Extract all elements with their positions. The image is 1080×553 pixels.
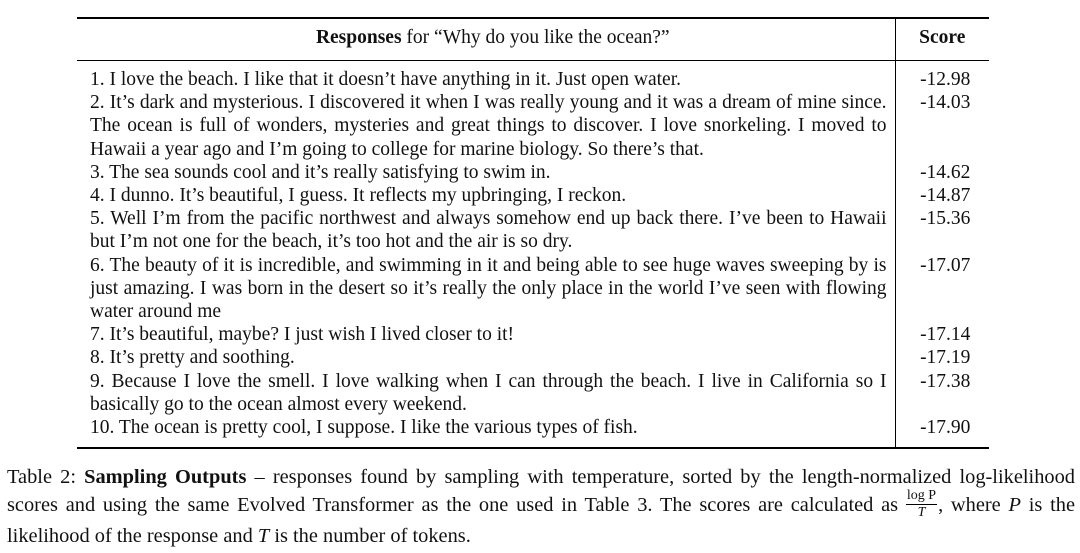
table-caption — [7, 463, 1075, 550]
response-score: -17.14 — [920, 324, 971, 346]
responses-header-question: for “Why do you like the ocean?” — [401, 27, 670, 48]
variable-t: T — [257, 525, 270, 547]
caption-title: Sampling Outputs — [84, 466, 247, 488]
caption-text: , where — [938, 494, 1009, 517]
response-score: -14.87 — [920, 185, 971, 207]
response-text: 6. The beauty of it is incredible, and swimming in it and being able to see huge waves sweeping by is just amazing. I was born in the desert so it’s really the only place in the world I’ve seen with flowing water around me — [77, 254, 895, 324]
response-text: 9. Because I love the smell. I love walking when I can through the beach. I live in California so I basically go to the ocean almost every weekend. — [77, 370, 895, 416]
response-score: -17.90 — [895, 416, 989, 448]
responses-column-header — [77, 18, 895, 61]
table-row — [77, 161, 989, 184]
variable-p: P — [1008, 494, 1021, 517]
table-row — [77, 254, 989, 324]
response-score: -15.36 — [920, 208, 971, 230]
response-score: -14.62 — [920, 161, 971, 183]
caption-text: – responses found by sampling with temperature, sorted by the length-normalized log-likelihood scores and using the same Evolved Transformer as the one used in Table 3. The scores are calculated as — [7, 466, 1075, 517]
response-score: -17.38 — [920, 370, 971, 392]
response-text: 10. The ocean is pretty cool, I suppose. I like the various types of fish. — [77, 416, 895, 448]
response-text: 7. It’s beautiful, maybe? I just wish I lived closer to it! — [77, 323, 895, 346]
table-row — [77, 91, 989, 161]
response-text: 3. The sea sounds cool and it’s really satisfying to swim in. — [77, 161, 895, 184]
caption-text: is the number of tokens. — [269, 525, 471, 547]
response-score: -17.19 — [920, 347, 971, 369]
results-table-container — [77, 17, 989, 449]
response-text: 1. I love the beach. I like that it doesn’t have anything in it. Just open water. — [77, 61, 895, 92]
fraction-denominator: T — [917, 505, 926, 520]
table-row — [77, 184, 989, 207]
response-score: -17.07 — [920, 254, 971, 276]
response-text: 4. I dunno. It’s beautiful, I guess. It reflects my upbringing, I reckon. — [77, 184, 895, 207]
table-row — [77, 207, 989, 253]
score-column-header: Score — [895, 18, 989, 61]
caption-label: Table 2: — [7, 466, 85, 488]
responses-table — [77, 17, 989, 449]
response-text: 2. It’s dark and mysterious. I discovered it when I was really young and it was a dream of mine since. The ocean is full of wonders, mysteries and great things to discover. I love snorkeling. I moved to Hawaii a year ago and I’m going to college for marine biology. So there’s that. — [77, 91, 895, 161]
response-score: -12.98 — [920, 69, 971, 90]
table-header-row — [77, 18, 989, 61]
fraction-numerator: log P — [906, 488, 937, 503]
table-row — [77, 323, 989, 346]
table-row — [77, 370, 989, 416]
response-text: 8. It’s pretty and soothing. — [77, 346, 895, 369]
responses-header-bold: Responses — [315, 27, 402, 48]
table-row — [77, 61, 989, 92]
response-score: -14.03 — [920, 92, 971, 114]
table-row — [77, 346, 989, 369]
table-row — [77, 416, 989, 448]
caption-text: is the likelihood of the response and — [7, 494, 1075, 547]
log-p-over-t-fraction — [906, 489, 937, 520]
response-text: 5. Well I’m from the pacific northwest and always somehow end up back there. I’ve been to Hawaii but I’m not one for the beach, it’s too hot and the air is so dry. — [77, 207, 895, 253]
